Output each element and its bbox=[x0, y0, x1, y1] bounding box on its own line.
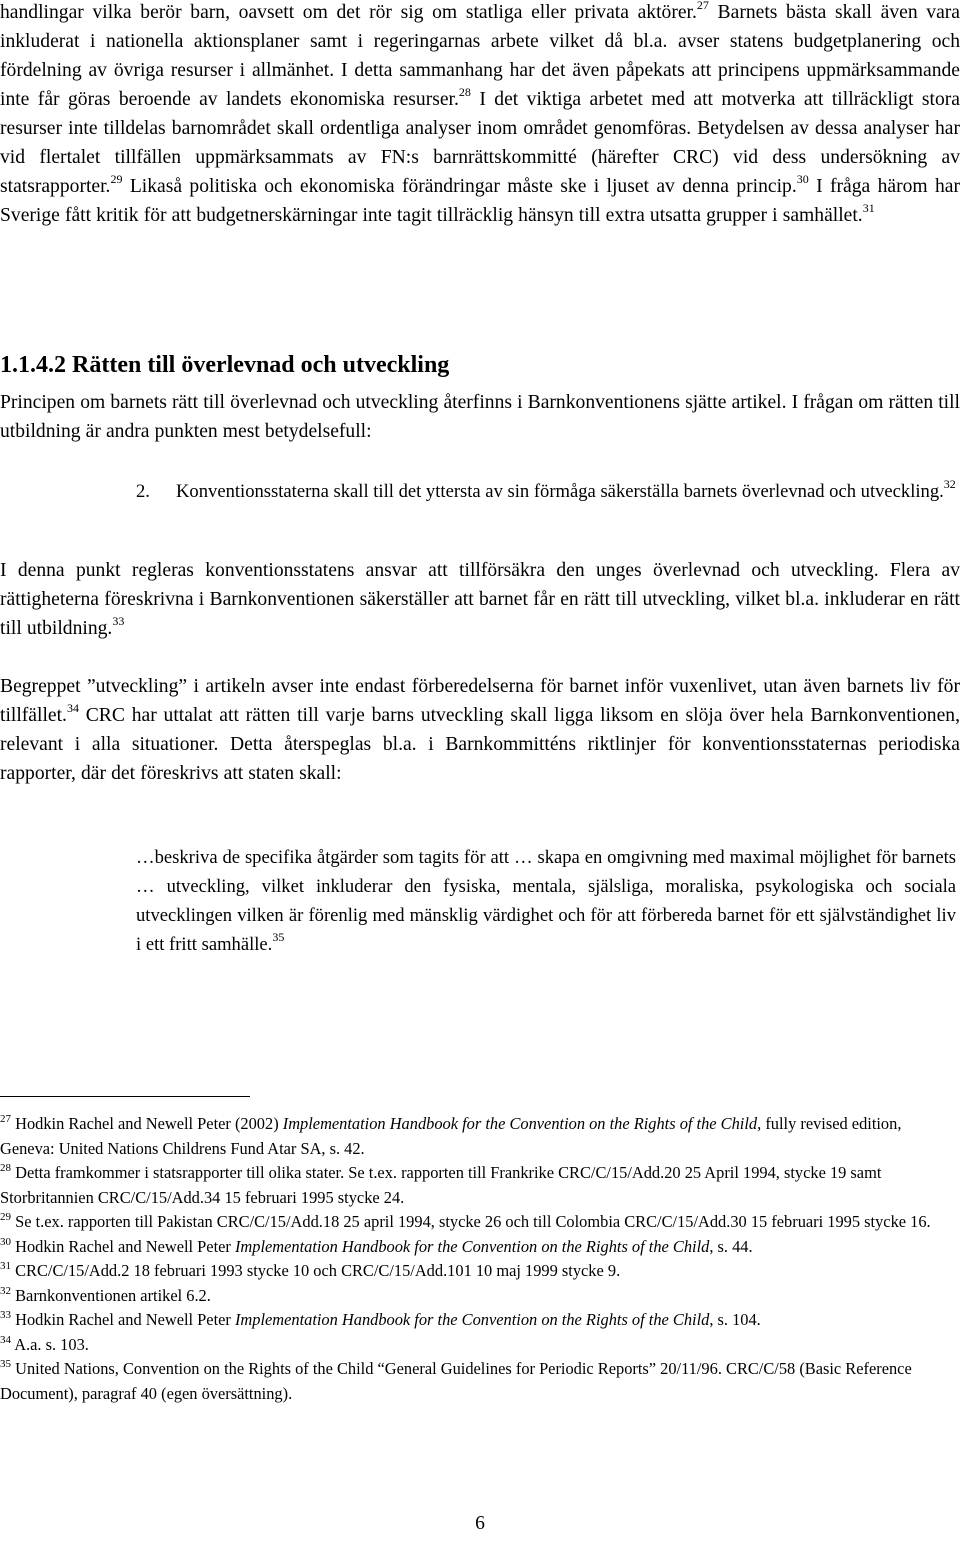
footnote-text: Hodkin Rachel and Newell Peter (2002) bbox=[15, 1114, 283, 1133]
footnote-ref-28[interactable]: 28 bbox=[458, 85, 471, 99]
paragraph-barnets-basta bbox=[0, 0, 960, 230]
footnote-32 bbox=[0, 1284, 958, 1309]
footnote-text: , s. 104. bbox=[709, 1310, 761, 1329]
footnote-title: Implementation Handbook for the Convention on the Rights of the Child bbox=[282, 1114, 758, 1133]
footnote-ref-31[interactable]: 31 bbox=[862, 201, 875, 215]
footnote-number: 32 bbox=[0, 1284, 11, 1297]
footnote-ref-32[interactable]: 32 bbox=[943, 477, 956, 491]
text-run: handlingar vilka berör barn, oavsett om det rör sig om statliga eller privata aktörer. bbox=[0, 2, 697, 23]
paragraph-denna-punkt bbox=[0, 556, 960, 643]
list-number: 2. bbox=[136, 481, 150, 502]
footnote-text: A.a. s. 103. bbox=[14, 1334, 89, 1354]
footnote-text: Se t.ex. rapporten till Pakistan CRC/C/15/Add.18 25 april 1994, stycke 26 och till Colombia CRC/C/15/Add.30 15 februari 1995 stycke 16. bbox=[15, 1212, 931, 1231]
footnote-number: 35 bbox=[0, 1358, 11, 1370]
footnote-ref-35[interactable]: 35 bbox=[272, 930, 285, 944]
text-run: I det viktiga arbetet med att motverka att tillräckligt stora resurser inte tilldelas barnområdet skall ordentliga analyser inom området genomföras. Betydelsen av dessa analyser har vid flertalet tillfällen uppmärksammats av FN:s barnrättskommitté (härefter CRC) vid dess undersökning av statsrapporter. bbox=[0, 89, 960, 197]
footnote-30 bbox=[0, 1235, 958, 1260]
footnote-number: 28 bbox=[0, 1162, 11, 1174]
quote-text: …beskriva de specifika åtgärder som tagits för att … skapa en omgivning med maximal möjlighet för barnets … utveckling, vilket inkluderar den fysiska, mentala, själsliga, moraliska, psykologiska och sociala utvecklingen vilken är förenlig med mänsklig värdighet och för att förbereda barnet för ett självständighet liv i ett fritt samhälle. bbox=[136, 847, 956, 955]
page-number: 6 bbox=[475, 1513, 485, 1534]
footnote-text: , fully revised edition, Geneva: United Nations Childrens Fund Atar SA, s. 42. bbox=[0, 1114, 902, 1158]
footnote-number: 33 bbox=[0, 1309, 11, 1321]
footnote-number: 27 bbox=[0, 1113, 11, 1125]
footnote-ref-27[interactable]: 27 bbox=[696, 0, 709, 12]
footnote-text: Detta framkommer i statsrapporter till olika stater. Se t.ex. rapporten till Frankrike CRC/C/15/Add.20 25 April 1994, stycke 19 samt Storbritannien CRC/C/15/Add.34 15 februari 1995 stycke 24. bbox=[0, 1163, 882, 1207]
footnotes bbox=[0, 1112, 958, 1406]
footnote-text: , s. 44. bbox=[709, 1236, 753, 1256]
footnote-title: Implementation Handbook for the Convention on the Rights of the Child bbox=[234, 1310, 710, 1329]
footnote-number: 34 bbox=[0, 1333, 11, 1346]
paragraph-principen: Principen om barnets rätt till överlevnad och utveckling återfinns i Barnkonventionens sjätte artikel. I frågan om rätten till utbildning är andra punkten mest betydelsefull: bbox=[0, 392, 960, 442]
text-run: I denna punkt regleras konventionsstatens ansvar att tillförsäkra den unges överlevnad och utveckling. Flera av rättigheterna föreskrivna i Barnkonventionen säkerställer att barnet får en rätt till utveckling, vilket bl.a. inkluderar en rätt till utbildning. bbox=[0, 560, 960, 639]
footnote-text: United Nations, Convention on the Rights of the Child “General Guidelines for Periodic Reports” 20/11/96. CRC/C/58 (Basic Reference Document), paragraf 40 (egen översättning). bbox=[0, 1359, 912, 1403]
footnote-number: 30 bbox=[0, 1235, 11, 1248]
section-heading: 1.1.4.2 Rätten till överlevnad och utveckling bbox=[0, 352, 450, 378]
footnote-text: Barnkonventionen artikel 6.2. bbox=[15, 1285, 211, 1305]
footnote-ref-30[interactable]: 30 bbox=[796, 172, 809, 186]
text-run: CRC har uttalat att rätten till varje barns utveckling skall ligga liksom en slöja över hela Barnkonventionen, relevant i alla situationer. Detta återspeglas bl.a. i Barnkommitténs riktlinjer för konventionsstaternas periodiska rapporter, där det föreskrivs att staten skall: bbox=[0, 705, 960, 784]
paragraph-begreppet-utveckling bbox=[0, 672, 960, 788]
footnote-text: CRC/C/15/Add.2 18 februari 1993 stycke 10 och CRC/C/15/Add.101 10 maj 1999 stycke 9. bbox=[15, 1261, 621, 1280]
footnote-number: 29 bbox=[0, 1211, 11, 1223]
footnote-28 bbox=[0, 1161, 958, 1210]
footnote-ref-34[interactable]: 34 bbox=[66, 701, 79, 715]
footnote-34 bbox=[0, 1333, 958, 1358]
text-run: I fråga härom har Sverige fått kritik för att budgetnerskärningar inte tagit tillräcklig hänsyn till extra utsatta grupper i samhället. bbox=[0, 176, 960, 226]
footnote-31 bbox=[0, 1259, 958, 1284]
footnote-separator bbox=[0, 1096, 250, 1097]
footnote-ref-29[interactable]: 29 bbox=[110, 172, 123, 186]
block-quote-article-6-2 bbox=[136, 477, 956, 506]
footnote-33 bbox=[0, 1308, 958, 1333]
footnote-35 bbox=[0, 1357, 958, 1406]
text-run: Barnets bästa skall även vara inkluderat i nationella aktionsplaner samt i regeringarnas arbete vilket då bl.a. avser statens budgetplanering och fördelning av övriga resurser i allmänhet. I detta sammanhang har det även påpekats att principens uppmärksammande inte får göras beroende av landets ekonomiska resurser. bbox=[0, 2, 960, 110]
footnote-number: 31 bbox=[0, 1260, 11, 1272]
footnote-title: Implementation Handbook for the Convention on the Rights of the Child bbox=[234, 1236, 710, 1256]
footnote-text: Hodkin Rachel and Newell Peter bbox=[15, 1236, 235, 1256]
text-run: Likaså politiska och ekonomiska förändringar måste ske i ljuset av denna princip. bbox=[122, 176, 797, 197]
footnote-ref-33[interactable]: 33 bbox=[112, 614, 125, 628]
block-quote-guidelines bbox=[136, 843, 956, 959]
footnote-27 bbox=[0, 1112, 958, 1161]
text-run: Begreppet ”utveckling” i artikeln avser inte endast förberedelserna för barnet inför vuxenlivet, utan även barnets liv för tillfället. bbox=[0, 676, 960, 726]
quote-text: Konventionsstaterna skall till det yttersta av sin förmåga säkerställa barnets överlevnad och utveckling. bbox=[176, 481, 944, 502]
footnote-29 bbox=[0, 1210, 958, 1235]
footnote-text: Hodkin Rachel and Newell Peter bbox=[15, 1310, 235, 1329]
